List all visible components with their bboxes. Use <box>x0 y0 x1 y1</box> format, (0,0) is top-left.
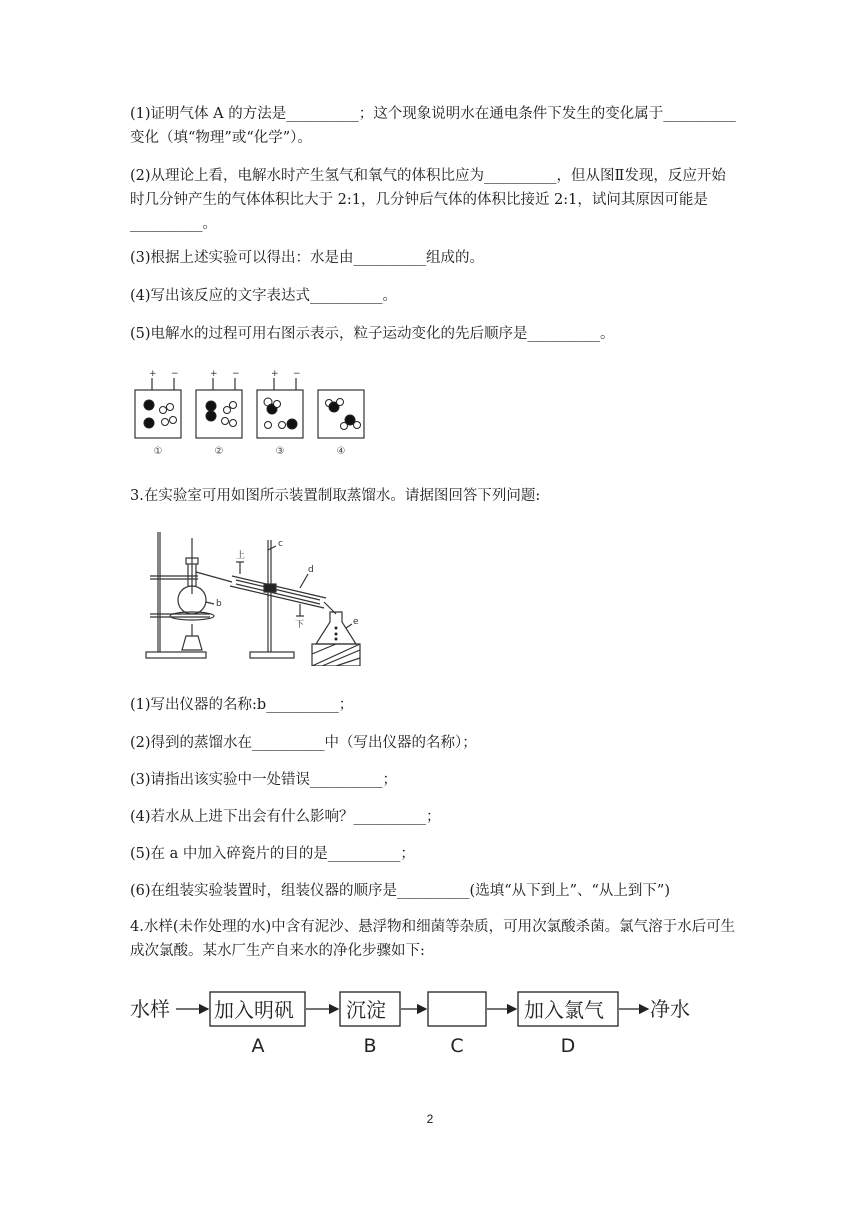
plus-sign: + <box>271 369 279 379</box>
question-2-3: (3)根据上述实验可以得出：水是由__________组成的。 <box>130 250 485 266</box>
label-b: b <box>216 599 222 609</box>
question-3-1: (1)写出仪器的名称:b__________； <box>130 697 354 713</box>
page-number: 2 <box>426 1112 434 1126</box>
flow-step-b-text: 沉淀 <box>346 998 386 1022</box>
flow-letter-c: C <box>450 1035 464 1057</box>
distillation-apparatus-figure <box>140 524 370 666</box>
label-c: c <box>278 539 283 549</box>
flow-step-a-text: 加入明矾 <box>214 998 294 1022</box>
flow-step-d-text: 加入氯气 <box>524 998 604 1022</box>
flow-start: 水样 <box>130 997 170 1021</box>
panel-label: ② <box>214 446 224 457</box>
panel-label: ④ <box>336 446 346 457</box>
purification-flow-diagram <box>128 986 708 1058</box>
panel-label: ③ <box>275 446 285 457</box>
electrolysis-particle-figure <box>132 368 372 460</box>
plus-sign: + <box>210 369 218 379</box>
flow-letter-d: D <box>560 1035 576 1057</box>
label-e: e <box>353 617 359 627</box>
minus-sign: − <box>293 369 301 379</box>
question-2-2: (2)从理论上看，电解水时产生氢气和氧气的体积比应为__________，但从图Ⅱ发现，反应开始时几分钟产生的气体体积比大于 2:1，几分钟后气体的体积比接近 2:1，试问其原因可能是__________。 <box>130 168 726 232</box>
question-3-3: (3)请指出该实验中一处错误__________； <box>130 772 398 788</box>
flow-end: 净水 <box>650 997 690 1021</box>
label-d: d <box>308 565 314 575</box>
minus-sign: − <box>232 369 240 379</box>
question-3-6: (6)在组装实验装置时，组装仪器的顺序是__________(选填“从下到上”、“从上到下”) <box>130 883 671 899</box>
panel-label: ① <box>153 446 163 457</box>
plus-sign: + <box>149 369 157 379</box>
question-2-1: (1)证明气体 A 的方法是__________；这个现象说明水在通电条件下发生的变化属于__________变化（填“物理”或“化学”）。 <box>130 106 736 146</box>
question-3-2: (2)得到的蒸馏水在__________中（写出仪器的名称）； <box>130 735 477 751</box>
question-3-4: (4)若水从上进下出会有什么影响？__________； <box>130 809 441 825</box>
minus-sign: − <box>171 369 179 379</box>
label-down: 下 <box>295 620 305 630</box>
question-3-5: (5)在 a 中加入碎瓷片的目的是__________； <box>130 846 415 862</box>
flow-letter-b: B <box>363 1035 377 1057</box>
question-3-intro: 3.在实验室可用如图所示装置制取蒸馏水。请据图回答下列问题: <box>130 488 541 504</box>
label-up: 上 <box>236 551 246 561</box>
flow-box-c <box>428 992 486 1026</box>
question-4-intro: 4.水样(未作处理的水)中含有泥沙、悬浮物和细菌等杂质，可用次氯酸杀菌。氯气溶于水后可生成次氯酸。某水厂生产自来水的净化步骤如下: <box>130 919 736 959</box>
question-2-5: (5)电解水的过程可用右图示表示，粒子运动变化的先后顺序是__________。 <box>130 326 615 342</box>
flow-letter-a: A <box>251 1035 265 1057</box>
question-2-4: (4)写出该反应的文字表达式__________。 <box>130 288 398 304</box>
